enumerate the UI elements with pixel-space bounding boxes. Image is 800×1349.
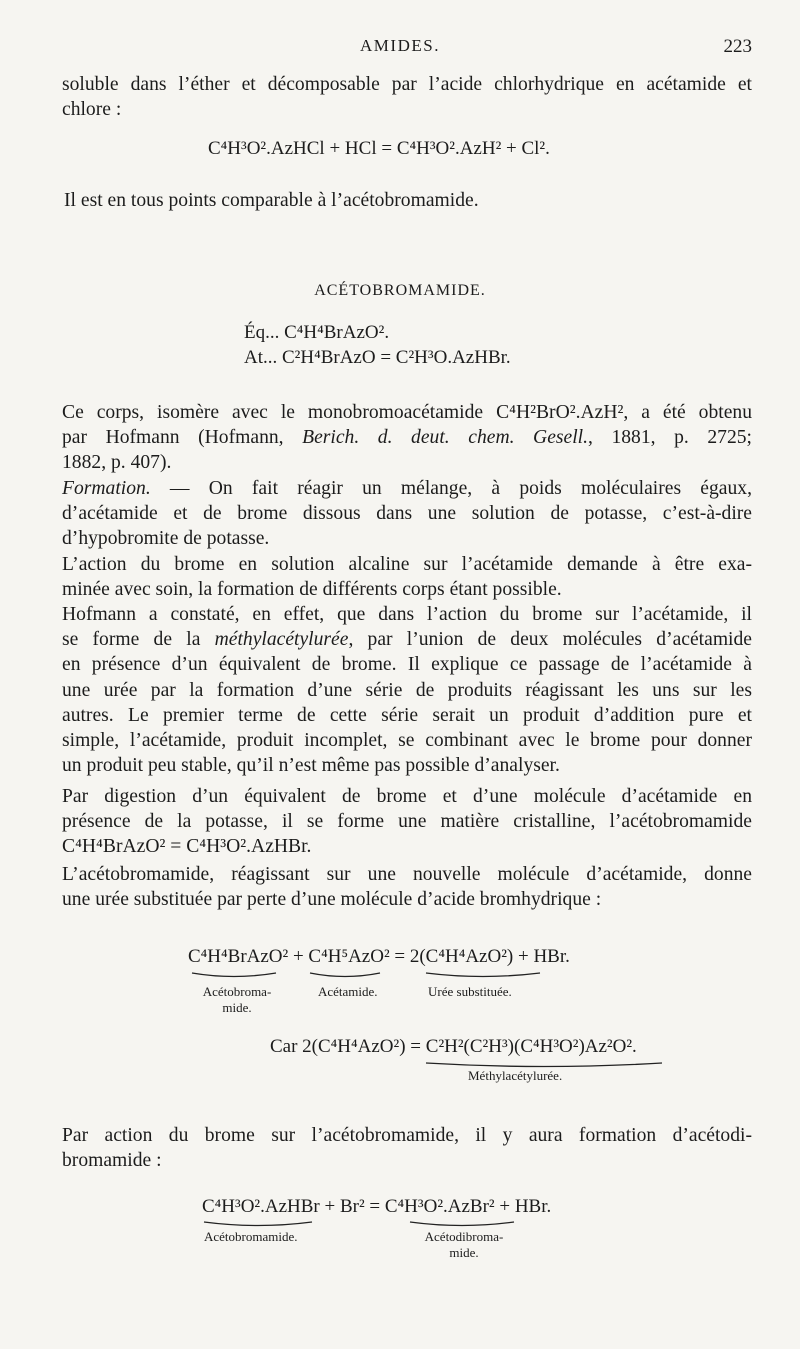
formula-eq: Éq... C⁴H⁴BrAzO².	[244, 322, 390, 343]
text-line: Hofmann a constaté, en effet, que dans l’action du brome sur l’acétamide, il	[62, 604, 752, 625]
label-acetamide: Acétamide.	[318, 984, 378, 999]
text-line: Ce corps, isomère avec le monobromoacétamide C⁴H²BrO².AzH², a été obtenu	[62, 402, 752, 423]
formula-at: At... C²H⁴BrAzO = C²H³O.AzHBr.	[244, 347, 511, 368]
equation-chlor: C⁴H³O².AzHCl + HCl = C⁴H³O².AzH² + Cl².	[208, 138, 550, 159]
paragraph-hofmann	[62, 602, 752, 778]
paragraph-action	[62, 552, 752, 602]
text-line: 1882, p. 407).	[62, 452, 172, 474]
text-line: Par action du brome sur l’acétobromamide, il y aura formation d’acétodi-	[62, 1125, 752, 1146]
text-line: une urée substituée par perte d’une molécule d’acide bromhydrique :	[62, 889, 602, 911]
text-line: L’acétobromamide, réagissant sur une nouvelle molécule d’acétamide, donne	[62, 864, 752, 885]
text-line: par Hofmann (Hofmann, Berich. d. deut. chem. Gesell., 1881, p. 2725;	[62, 427, 752, 449]
text-line: simple, l’acétamide, produit incomplet, se combinant avec le brome pour donner	[62, 730, 752, 752]
paragraph-1	[62, 400, 752, 476]
text-line: soluble dans l’éther et décomposable par l’acide chlorhydrique en acétamide et	[62, 74, 752, 95]
label-acetobromamide: Acétobroma- mide.	[202, 984, 272, 1015]
text-line: un produit peu stable, qu’il n’est même pas possible d’analyser.	[62, 755, 560, 777]
text-line: L’action du brome en solution alcaline sur l’acétamide demande à être exa-	[62, 554, 752, 575]
equation-uree: C⁴H⁴BrAzO² + C⁴H⁵AzO² = 2(C⁴H⁴AzO²) + HBr.	[188, 946, 570, 967]
text-line: C⁴H⁴BrAzO² = C⁴H³O².AzHBr.	[62, 836, 312, 858]
text-line: d’hypobromite de potasse.	[62, 528, 270, 550]
section-title: ACÉTOBROMAMIDE.	[314, 282, 486, 299]
page-header	[0, 36, 800, 66]
text-line: se forme de la méthylacétylurée, par l’union de deux molécules d’acétamide	[62, 629, 752, 651]
text-line: Formation. — On fait réagir un mélange, à poids moléculaires égaux,	[62, 478, 752, 499]
equation-methylacetylurea: Car 2(C⁴H⁴AzO²) = C²H²(C²H³)(C⁴H³O²)Az²O².	[270, 1036, 637, 1057]
text-line: bromamide :	[62, 1150, 162, 1172]
equation-dibromamide: C⁴H³O².AzHBr + Br² = C⁴H³O².AzBr² + HBr.	[202, 1196, 552, 1217]
paragraph-uree	[62, 862, 752, 912]
label-acetodibromamide: Acétodibroma- mide.	[424, 1229, 504, 1260]
label-uree-substituee: Urée substituée.	[428, 984, 512, 999]
intro-text	[62, 72, 752, 122]
running-head: AMIDES.	[360, 36, 440, 55]
paragraph-dibromamide	[62, 1123, 752, 1173]
underbraces-eq4	[202, 1221, 542, 1229]
label-acetobromamide-2: Acétobromamide.	[204, 1229, 298, 1244]
text-line: en présence d’un équivalent de brome. Il explique ce passage de l’acétamide à	[62, 654, 752, 676]
paragraph-digestion	[62, 784, 752, 860]
text-line: autres. Le premier terme de cette série serait un produit d’addition pure et	[62, 704, 752, 726]
text-line: chlore :	[62, 99, 122, 121]
text-line: minée avec soin, la formation de différents corps étant possible.	[62, 579, 562, 601]
underbraces-eq2	[190, 972, 690, 980]
text-line: d’acétamide et de brome dissous dans une solution de potasse, c’est-à-dire	[62, 503, 752, 525]
page-number: 223	[723, 36, 752, 57]
text-line: Par digestion d’un équivalent de brome et d’une molécule d’acétamide en	[62, 786, 752, 807]
text-line: présence de la potasse, il se forme une matière cristalline, l’acétobromamide	[62, 811, 752, 833]
comparable-line: Il est en tous points comparable à l’acétobromamide.	[64, 190, 479, 211]
text-line: une urée par la formation d’une série de produits réagissant les uns sur les	[62, 679, 752, 701]
label-methylacetyluree: Méthylacétylurée.	[468, 1068, 563, 1083]
paragraph-formation	[62, 476, 752, 552]
